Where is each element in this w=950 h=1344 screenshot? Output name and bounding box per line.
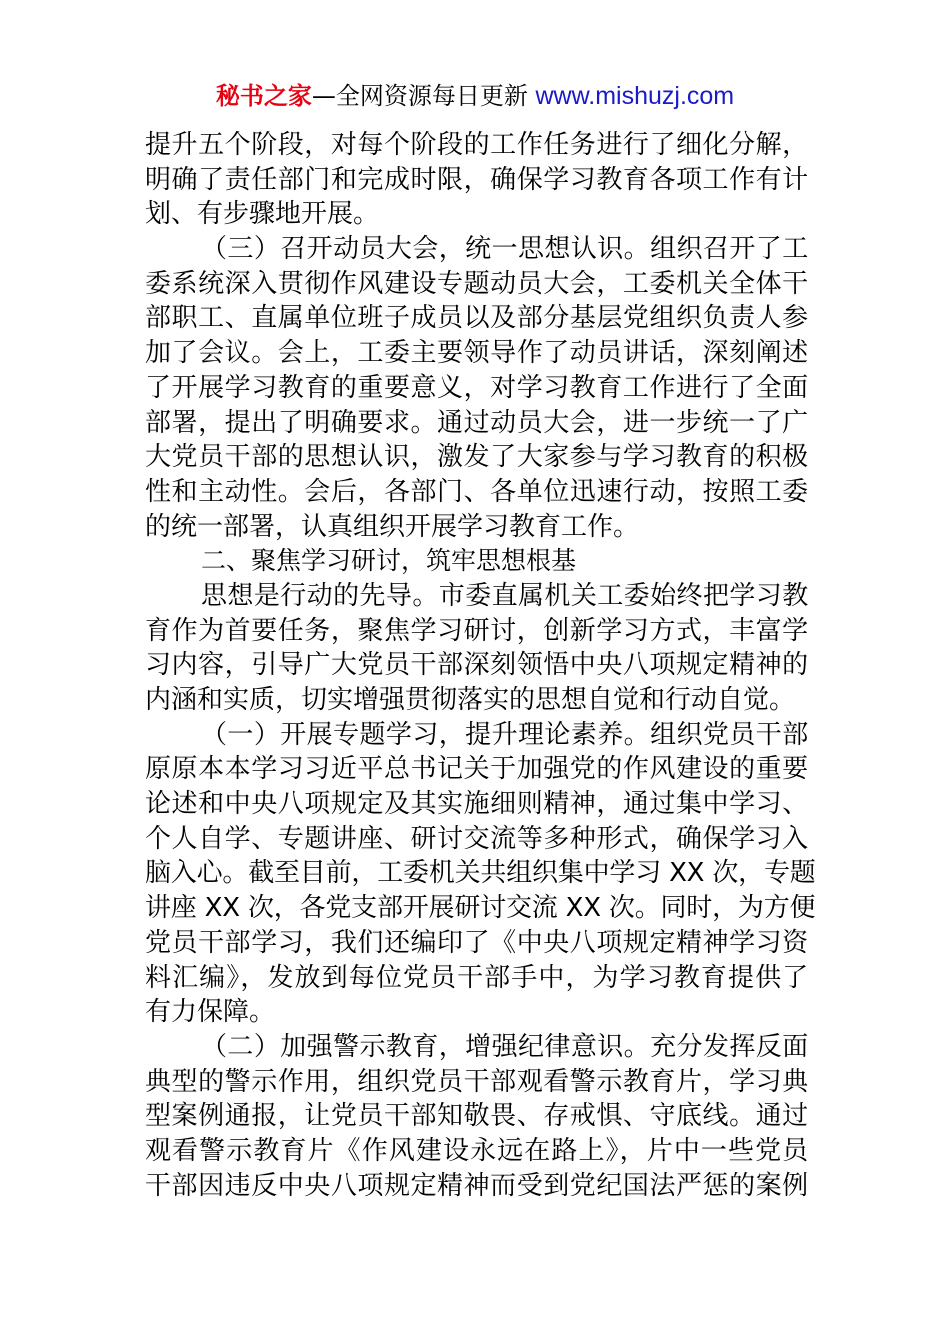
body-line: 明确了责任部门和完成时限，确保学习教育各项工作有计 — [145, 164, 808, 195]
body-line: 习内容，引导广大党员干部深刻领悟中央八项规定精神的 — [145, 650, 808, 681]
body-line: 干部因违反中央八项规定精神而受到党纪国法严惩的案例 — [145, 1170, 808, 1201]
site-brand: 秘书之家 — [215, 82, 312, 110]
section-heading-3: （三）召开动员大会，统一思想认识。组织召开了工 — [201, 234, 808, 265]
document-body — [145, 128, 816, 1203]
body-line: 有力保障。 — [145, 997, 276, 1028]
body-line: 提升五个阶段，对每个阶段的工作任务进行了细化分解， — [145, 130, 808, 160]
body-line: 委系统深入贯彻作风建设专题动员大会，工委机关全体干 — [145, 268, 808, 299]
body-line: 部署，提出了明确要求。通过动员大会，进一步统一了广 — [145, 407, 808, 438]
site-url-link[interactable]: www.mishuzj.com — [535, 82, 735, 110]
site-tagline: —全网资源每日更新 — [311, 82, 536, 110]
body-line: 的统一部署，认真组织开展学习教育工作。 — [145, 511, 640, 542]
body-line: 内涵和实质，切实增强贯彻落实的思想自觉和行动自觉。 — [145, 685, 796, 715]
body-line: 论述和中央八项规定及其实施细则精神，通过集中学习、 — [145, 789, 808, 820]
section-heading-2: （二）加强警示教育，增强纪律意识。充分发挥反面 — [201, 1031, 808, 1062]
body-line: 思想是行动的先导。市委直属机关工委始终把学习教 — [201, 580, 808, 611]
body-line: 了开展学习教育的重要意义，对学习教育工作进行了全面 — [145, 372, 808, 403]
body-line: 性和主动性。会后，各部门、各单位迅速行动，按照工委 — [145, 476, 808, 507]
site-header — [0, 80, 950, 112]
body-line: 育作为首要任务，聚焦学习研讨，创新学习方式，丰富学 — [145, 615, 808, 646]
body-line: 脑入心。截至目前，工委机关共组织集中学习 XX 次，专题 — [145, 858, 816, 889]
body-line: 型案例通报，让党员干部知敬畏、存戒惧、守底线。通过 — [145, 1101, 808, 1132]
body-line: 党员干部学习，我们还编印了《中央八项规定精神学习资 — [145, 927, 808, 958]
body-line: 料汇编》，发放到每位党员干部手中，为学习教育提供了 — [145, 962, 808, 993]
body-line: 大党员干部的思想认识，激发了大家参与学习教育的积极 — [145, 442, 808, 473]
body-line: 观看警示教育片《作风建设永远在路上》，片中一些党员 — [145, 1135, 808, 1166]
body-line: 典型的警示作用，组织党员干部观看警示教育片，学习典 — [145, 1066, 808, 1097]
body-line: 原原本本学习习近平总书记关于加强党的作风建设的重要 — [145, 754, 808, 785]
section-heading-1: （一）开展专题学习，提升理论素养。组织党员干部 — [201, 719, 808, 750]
body-line: 讲座 XX 次，各党支部开展研讨交流 XX 次。同时，为方便 — [145, 893, 816, 924]
chapter-heading-2: 二、聚焦学习研讨，筑牢思想根基 — [201, 546, 577, 576]
body-line: 个人自学、专题讲座、研讨交流等多种形式，确保学习入 — [145, 823, 808, 854]
body-line: 部职工、直属单位班子成员以及部分基层党组织负责人参 — [145, 303, 808, 334]
body-line: 划、有步骤地开展。 — [145, 199, 380, 230]
body-line: 加了会议。会上，工委主要领导作了动员讲话，深刻阐述 — [145, 338, 808, 369]
